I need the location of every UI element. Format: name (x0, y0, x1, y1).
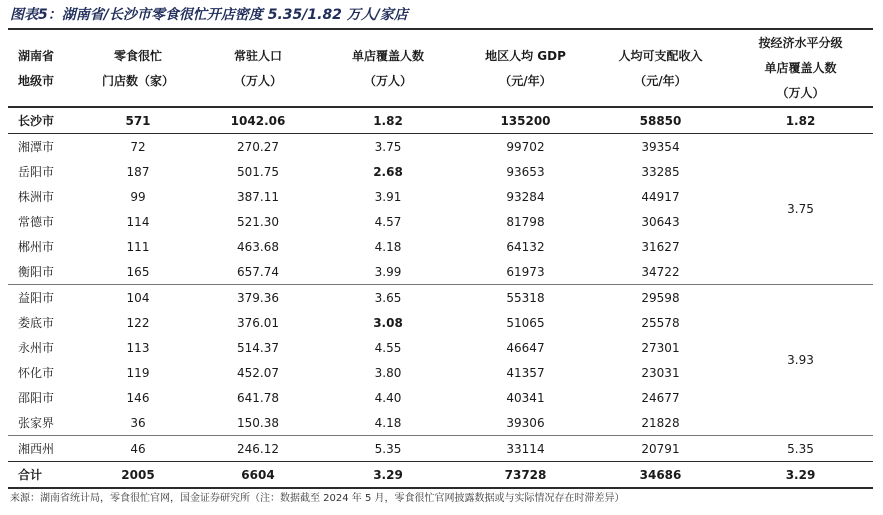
source-note: 来源：湖南省统计局，零食很忙官网，国金证券研究所（注：数据截至 2024 年 5 月，零食很忙官网披露数据或与实际情况存在时滞差异） (10, 493, 625, 504)
cell-city: 湘西州 (18, 442, 55, 456)
cell-coverage: 2.68 (373, 164, 403, 179)
cell-coverage: 5.35 (374, 441, 402, 456)
total-row (8, 462, 873, 489)
cell-income: 34686 (593, 462, 728, 489)
header-row (8, 31, 873, 107)
cell-city: 娄底市 (18, 316, 55, 330)
cell-city: 郴州市 (18, 240, 55, 254)
cell-gdp: 41357 (506, 365, 545, 380)
cell-stores: 165 (78, 259, 198, 285)
cell-coverage: 4.18 (374, 239, 402, 254)
cell-income: 25578 (641, 315, 680, 330)
cell-population: 521.30 (237, 214, 279, 229)
cell-coverage: 4.40 (374, 390, 402, 405)
cell-gdp: 55318 (506, 290, 545, 305)
cell-tier-group-1: 3.75 (728, 134, 873, 285)
cell-gdp: 46647 (506, 340, 545, 355)
cell-coverage: 1.82 (318, 107, 458, 134)
cell-income: 27301 (641, 340, 680, 355)
cell-coverage: 4.55 (374, 340, 402, 355)
cell-gdp: 135200 (458, 107, 593, 134)
cell-gdp: 73728 (458, 462, 593, 489)
cell-coverage: 3.80 (374, 365, 402, 380)
store-density-table (8, 31, 873, 489)
cell-coverage: 3.75 (374, 139, 402, 154)
table-row (8, 436, 873, 462)
cell-population: 641.78 (237, 390, 279, 405)
cell-population: 246.12 (237, 441, 279, 456)
cell-population: 150.38 (198, 410, 318, 436)
cell-population: 501.75 (237, 164, 279, 179)
cell-tier: 1.82 (728, 107, 873, 134)
cell-stores: 104 (126, 290, 150, 305)
cell-income: 39354 (641, 139, 680, 154)
cell-gdp: 99702 (506, 139, 545, 154)
cell-coverage: 3.29 (318, 462, 458, 489)
cell-population: 514.37 (237, 340, 279, 355)
cell-stores: 187 (126, 164, 150, 179)
cell-city: 怀化市 (18, 366, 55, 380)
cell-stores: 36 (78, 410, 198, 436)
cell-stores: 119 (126, 365, 150, 380)
header-city: 湖南省 地级市 (8, 31, 78, 107)
cell-stores: 571 (78, 107, 198, 134)
cell-population: 376.01 (237, 315, 279, 330)
cell-stores: 2005 (78, 462, 198, 489)
cell-stores: 72 (130, 139, 146, 154)
table-row (8, 107, 873, 134)
cell-city: 益阳市 (18, 291, 55, 305)
cell-stores: 111 (126, 239, 150, 254)
cell-city: 株洲市 (18, 190, 55, 204)
cell-tier: 5.35 (787, 441, 814, 456)
cell-gdp: 81798 (506, 214, 545, 229)
cell-city: 张家界 (8, 410, 78, 436)
cell-gdp: 64132 (506, 239, 545, 254)
cell-income: 24677 (641, 390, 680, 405)
cell-stores: 46 (130, 441, 146, 456)
cell-stores: 146 (126, 390, 150, 405)
cell-income: 58850 (593, 107, 728, 134)
header-gdp: 地区人均 GDP （元/年） (458, 31, 593, 107)
header-stores: 零食很忙 门店数（家） (78, 31, 198, 107)
cell-coverage: 3.99 (318, 259, 458, 285)
cell-income: 33285 (641, 164, 680, 179)
cell-income: 29598 (641, 290, 680, 305)
cell-stores: 122 (126, 315, 150, 330)
cell-stores: 99 (130, 189, 146, 204)
cell-city: 湘潭市 (18, 140, 55, 154)
cell-income: 34722 (593, 259, 728, 285)
cell-population: 1042.06 (198, 107, 318, 134)
cell-gdp: 61973 (458, 259, 593, 285)
cell-coverage: 4.57 (374, 214, 402, 229)
cell-stores: 114 (126, 214, 150, 229)
cell-city: 常德市 (18, 215, 55, 229)
top-rule (8, 28, 873, 30)
cell-gdp: 93653 (506, 164, 545, 179)
cell-gdp: 33114 (506, 441, 545, 456)
cell-population: 6604 (198, 462, 318, 489)
header-tier: 按经济水平分级 单店覆盖人数 （万人） (728, 31, 873, 107)
cell-coverage: 4.18 (318, 410, 458, 436)
cell-city: 岳阳市 (18, 165, 55, 179)
cell-income: 30643 (641, 214, 680, 229)
cell-income: 44917 (641, 189, 680, 204)
cell-population: 379.36 (237, 290, 279, 305)
cell-tier-group-2: 3.93 (728, 285, 873, 436)
header-income: 人均可支配收入 （元/年） (593, 31, 728, 107)
cell-population: 270.27 (237, 139, 279, 154)
cell-stores: 113 (126, 340, 150, 355)
cell-gdp: 51065 (506, 315, 545, 330)
cell-city: 合计 (8, 462, 78, 489)
cell-gdp: 93284 (506, 189, 545, 204)
header-population: 常驻人口 （万人） (198, 31, 318, 107)
cell-city: 邵阳市 (18, 391, 55, 405)
table-row (8, 134, 873, 160)
cell-income: 20791 (641, 441, 680, 456)
cell-gdp: 40341 (506, 390, 545, 405)
cell-population: 463.68 (237, 239, 279, 254)
cell-city: 永州市 (18, 341, 55, 355)
table-row (8, 285, 873, 311)
figure-title: 图表5：湖南省/长沙市零食很忙开店密度 5.35/1.82 万人/家店 (10, 7, 408, 23)
cell-population: 452.07 (237, 365, 279, 380)
cell-population: 387.11 (237, 189, 279, 204)
cell-coverage: 3.91 (374, 189, 402, 204)
cell-coverage: 3.65 (374, 290, 402, 305)
cell-gdp: 39306 (458, 410, 593, 436)
cell-city: 衡阳市 (8, 259, 78, 285)
cell-city: 长沙市 (8, 107, 78, 134)
cell-coverage: 3.08 (373, 315, 403, 330)
cell-tier: 3.29 (728, 462, 873, 489)
cell-income: 31627 (641, 239, 680, 254)
cell-income: 23031 (641, 365, 680, 380)
cell-income: 21828 (593, 410, 728, 436)
cell-population: 657.74 (198, 259, 318, 285)
header-coverage: 单店覆盖人数 （万人） (318, 31, 458, 107)
